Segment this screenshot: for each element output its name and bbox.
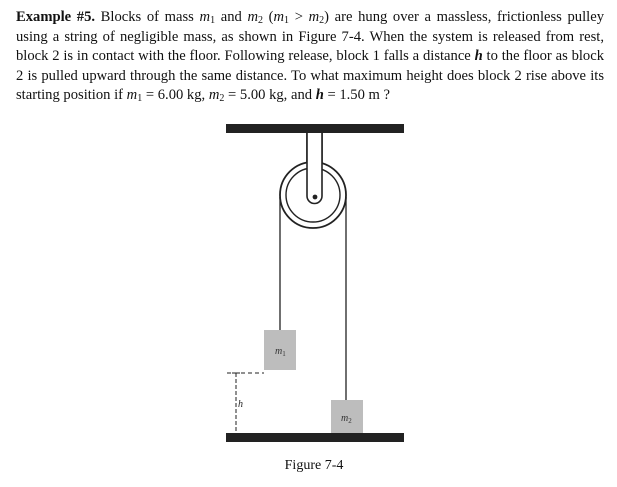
var-h1: h [474,48,483,65]
text-6: to the floor as block 2 is pulled upward through the same distance. To what maximum height does block 2 rise above its starting position if [16,48,604,104]
text-8: = 5.00 kg, and [224,87,316,104]
figure-caption: Figure 7-4 [284,458,344,473]
example-heading: Example #5. [16,9,96,25]
pulley-hanger-front [307,133,322,204]
text-4: > [289,9,309,25]
var-m2b-sub: 2 [319,15,325,26]
text-9: = 1.50 m ? [323,87,391,104]
block-1-label: $m_1$ [275,346,286,358]
var-m1b: m [273,9,285,25]
ceiling-bar [226,124,404,133]
var-m1: m [199,9,211,25]
text-1: Blocks of mass [95,9,200,25]
height-label: h [238,399,243,410]
text-2: and [215,9,248,25]
var-m2: m [247,9,258,25]
var-m2-sub: 2 [257,15,263,26]
var-m1c-sub: 1 [137,93,143,105]
text-7: = 6.00 kg, [142,87,209,104]
floor-bar [226,433,404,442]
var-m2c-sub: 2 [219,93,225,105]
pulley-axle [313,195,318,200]
var-m1c: m [126,87,138,104]
var-m1b-sub: 1 [284,15,290,26]
text-5: ) are hung over a massless, frictionless pulley using a string of negligible mass, as shown in Figure 7-4. When the system is released from rest, block 2 is in contact with the floor. Following release, block 1 falls a distance [16,9,604,65]
var-h2: h [315,87,324,104]
var-m1-sub: 1 [210,15,216,26]
var-m2c: m [208,87,220,104]
block-2-label: $m_2$ [341,413,352,425]
text-3: ( [262,9,274,25]
var-m2b: m [308,9,320,25]
